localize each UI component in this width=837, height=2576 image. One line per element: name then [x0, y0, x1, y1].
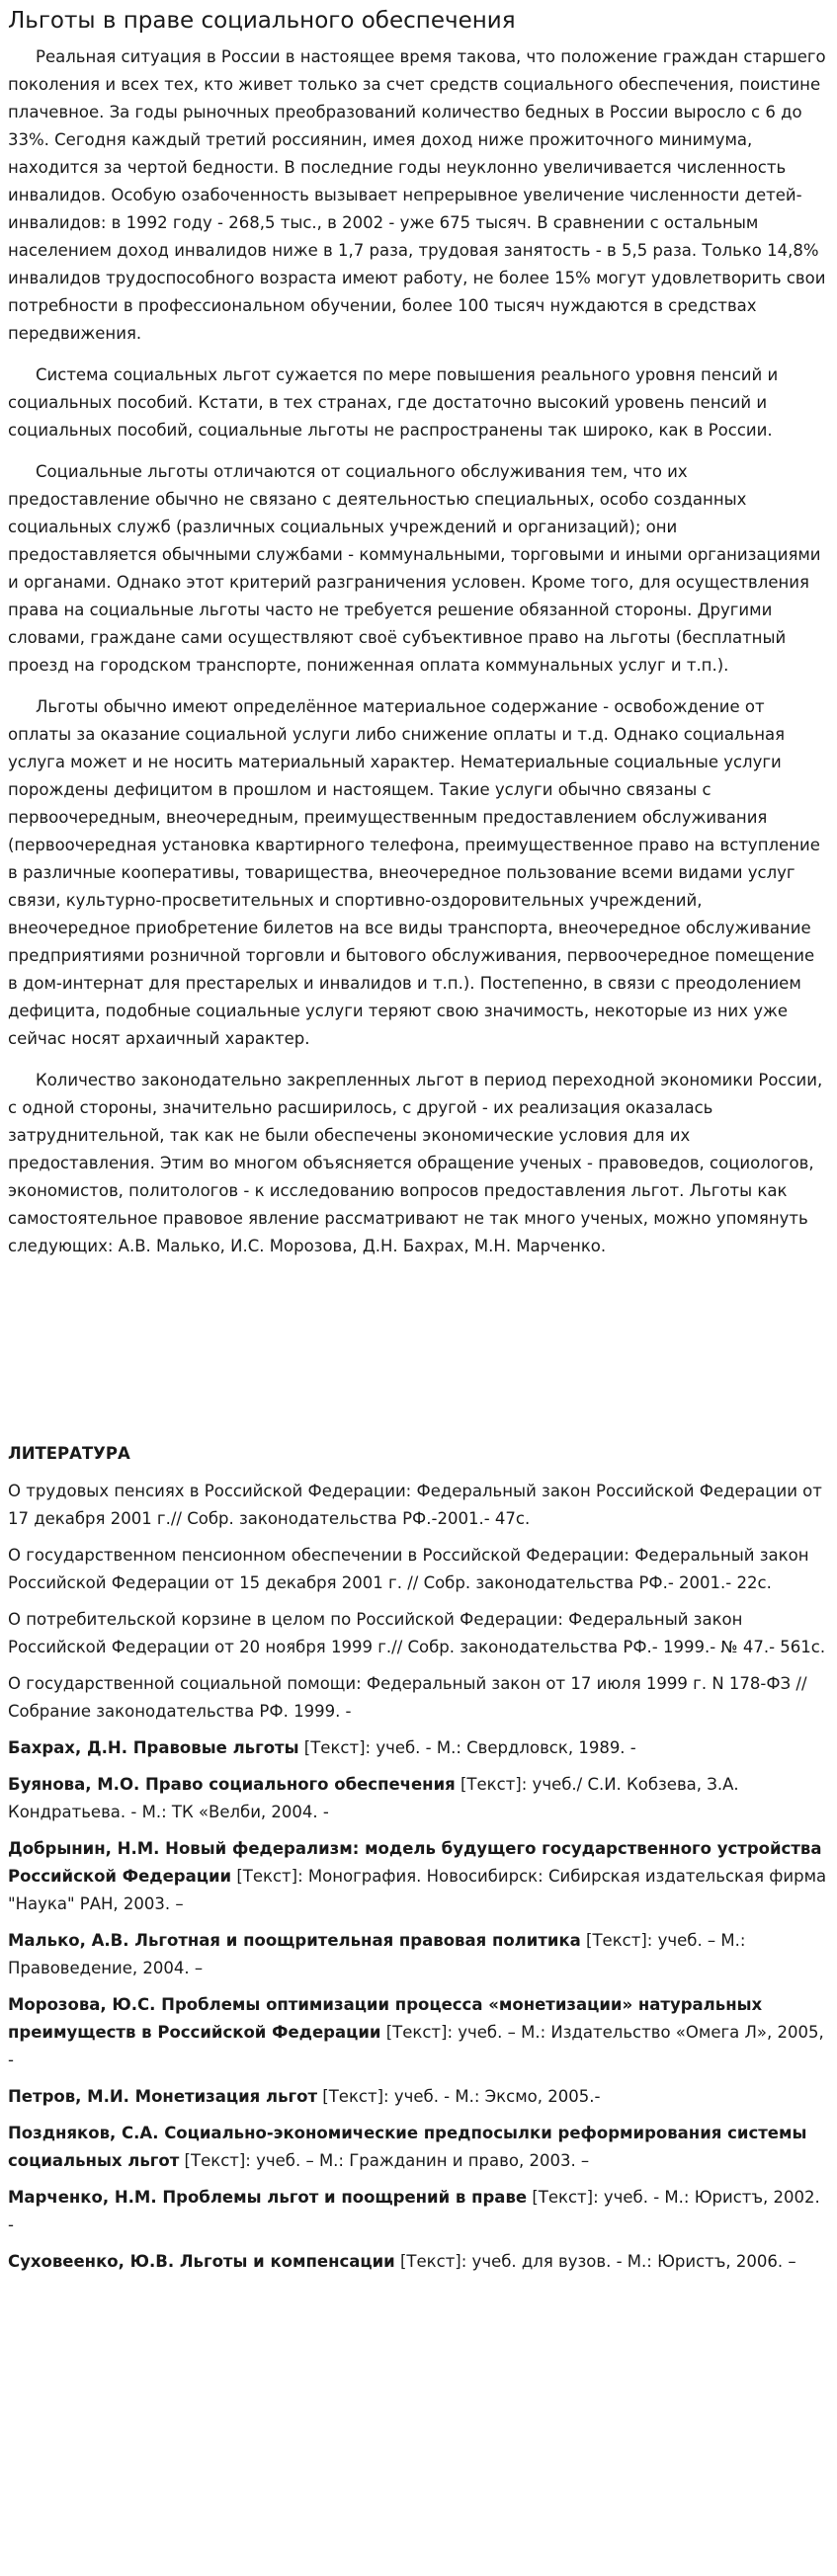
reference-details: [Текст]: учеб. - М.: Свердловск, 1989. - — [298, 1738, 636, 1757]
reference-item — [8, 1835, 829, 1918]
reference-item — [8, 1734, 829, 1762]
reference-item — [8, 1771, 829, 1826]
reference-item — [8, 2248, 829, 2276]
reference-list — [8, 1478, 829, 2276]
reference-author-title: Марченко, Н.М. Проблемы льгот и поощрений в праве — [8, 2188, 528, 2207]
reference-item — [8, 1606, 829, 1661]
paragraph-5: Количество законодательно закрепленных льгот в период переходной экономики России, с одной стороны, значительно расширилось, с другой - их реализация оказалась затруднительной, так как не были обеспечены экономические условия для их предоставления. Этим во многом объясняется обращение ученых - правоведов, социологов, экономистов, политологов - к исследованию вопросов предоставления льгот. Льготы как самостоятельное правовое явление рассматривают не так много ученых, можно упомянуть следующих: А.В. Малько, И.С. Морозова, Д.Н. Бахрах, М.Н. Марченко. — [8, 1071, 823, 1255]
reference-author-title: Поздняков, С.А. Социально-экономические предпосылки реформирования системы социальных льгот — [8, 2124, 807, 2170]
reference-details: [Текст]: Монография. Новосибирск: Сибирская издательская фирма "Наука" РАН, 2003. – — [8, 1867, 827, 1913]
reference-item — [8, 1670, 829, 1726]
reference-author-title: Малько, А.В. Льготная и поощрительная правовая политика — [8, 1931, 581, 1950]
paragraph-1: Реальная ситуация в России в настоящее время такова, что положение граждан старшего поколения и всех тех, кто живет только за счет средств социального обеспечения, поистине плачевное. За годы рыночных преобразований количество бедных в России выросло с 6 до 33%. Сегодня каждый третий россиянин, имея доход ниже прожиточного минимума, находится за чертой бедности. В последние годы неуклонно увеличивается численность инвалидов. Особую озабоченность вызывает непрерывное увеличение численности детей-инвалидов: в 1992 году - 268,5 тыс., в 2002 - уже 675 тысяч. В сравнении с остальным населением доход инвалидов ниже в 1,7 раза, трудовая занятость - в 5,5 раза. Только 14,8% инвалидов трудоспособного возраста имеют работу, не более 15% могут удовлетворить свои потребности в профессиональном обучении, более 100 тысяч нуждаются в средствах передвижения. — [8, 47, 826, 343]
reference-author-title: Морозова, Ю.С. Проблемы оптимизации процесса «монетизации» натуральных преимуществ в Российской Федерации — [8, 1995, 763, 2042]
reference-author-title: Бахрах, Д.Н. Правовые льготы — [8, 1738, 299, 1757]
paragraph-4: Льготы обычно имеют определённое материальное содержание - освобождение от оплаты за оказание социальной услуги либо снижение оплаты и т.д. Однако социальная услуга может и не носить материальный характер. Нематериальные социальные услуги порождены дефицитом в прошлом и настоящем. Такие услуги обычно связаны с первоочередным, внеочередным, преимущественным предоставлением обслуживания (первоочередная установка квартирного телефона, преимущественное право на вступление в различные кооперативы, товарищества, внеочередное пользование всеми видами услуг связи, культурно-просветительных и спортивно-оздоровительных учреждений, внеочередное приобретение билетов на все виды транспорта, внеочередное обслуживание предприятиями розничной торговли и бытового обслуживания, первоочередное помещение в дом-интернат для престарелых и инвалидов и т.п.). Постепенно, в связи с преодолением дефицита, подобные социальные услуги теряют свою значимость, некоторые из них уже сейчас носят архаичный характер. — [8, 697, 820, 1048]
blank-space — [8, 1274, 829, 1440]
paragraph-2: Система социальных льгот сужается по мере повышения реального уровня пенсий и социальных пособий. Кстати, в тех странах, где достаточно высокий уровень пенсий и социальных пособий, социальные льготы не распространены так широко, как в России. — [8, 365, 779, 440]
reference-details: [Текст]: учеб. - М.: Юристъ, 2002. - — [8, 2188, 820, 2234]
article-title: Льготы в праве социального обеспечения — [8, 8, 516, 34]
reference-author-title: Буянова, М.О. Право социального обеспечения — [8, 1775, 456, 1794]
reference-details: О государственной социальной помощи: Федеральный закон от 17 июля 1999 г. N 178-ФЗ // Собрание законодательства РФ. 1999. - — [8, 1674, 807, 1721]
reference-item — [8, 1927, 829, 1982]
reference-author-title: Петров, М.И. Монетизация льгот — [8, 2087, 318, 2106]
reference-item — [8, 1478, 829, 1533]
literature-heading: ЛИТЕРАТУРА — [8, 1444, 130, 1463]
reference-item — [8, 2120, 829, 2175]
reference-details: [Текст]: учеб. – М.: Правоведение, 2004. – — [8, 1931, 746, 1977]
reference-details: О потребительской корзине в целом по Российской Федерации: Федеральный закон Российской Федерации от 20 ноября 1999 г.// Собр. законодательства РФ.- 1999.- № 47.- 561с. — [8, 1610, 826, 1656]
paragraph-3: Социальные льготы отличаются от социального обслуживания тем, что их предоставление обычно не связано с деятельностью специальных, особо созданных социальных служб (различных социальных учреждений и организаций); они предоставляется обычными службами - коммунальными, торговыми и иными организациями и органами. Однако этот критерий разграничения условен. Кроме того, для осуществления права на социальные льготы часто не требуется решение обязанной стороны. Другими словами, граждане сами осуществляют своё субъективное право на льготы (бесплатный проезд на городском транспорте, пониженная оплата коммунальных услуг и т.п.). — [8, 462, 821, 675]
reference-details: О трудовых пенсиях в Российской Федерации: Федеральный закон Российской Федерации от 17 декабря 2001 г.// Собр. законодательства РФ.-2001.- 47с. — [8, 1482, 822, 1528]
reference-details: [Текст]: учеб. - М.: Эксмо, 2005.- — [317, 2087, 601, 2106]
reference-details: [Текст]: учеб./ С.И. Кобзева, З.А. Кондратьева. - М.: ТК «Велби, 2004. - — [8, 1775, 739, 1821]
reference-item — [8, 1542, 829, 1597]
reference-details: [Текст]: учеб. для вузов. - М.: Юристъ, 2006. – — [394, 2252, 796, 2271]
reference-details: О государственном пенсионном обеспечении в Российской Федерации: Федеральный закон Российской Федерации от 15 декабря 2001 г. // Собр. законодательства РФ.- 2001.- 22с. — [8, 1546, 809, 1592]
reference-item — [8, 2184, 829, 2239]
reference-details: [Текст]: учеб. – М.: Издательство «Омега Л», 2005, - — [8, 2023, 824, 2069]
reference-item — [8, 2083, 829, 2111]
reference-author-title: Суховеенко, Ю.В. Льготы и компенсации — [8, 2252, 395, 2271]
reference-details: [Текст]: учеб. – М.: Гражданин и право, 2003. – — [179, 2151, 590, 2170]
reference-author-title: Добрынин, Н.М. Новый федерализм: модель будущего государственного устройства Российской Федерации — [8, 1839, 822, 1886]
reference-item — [8, 1991, 829, 2074]
